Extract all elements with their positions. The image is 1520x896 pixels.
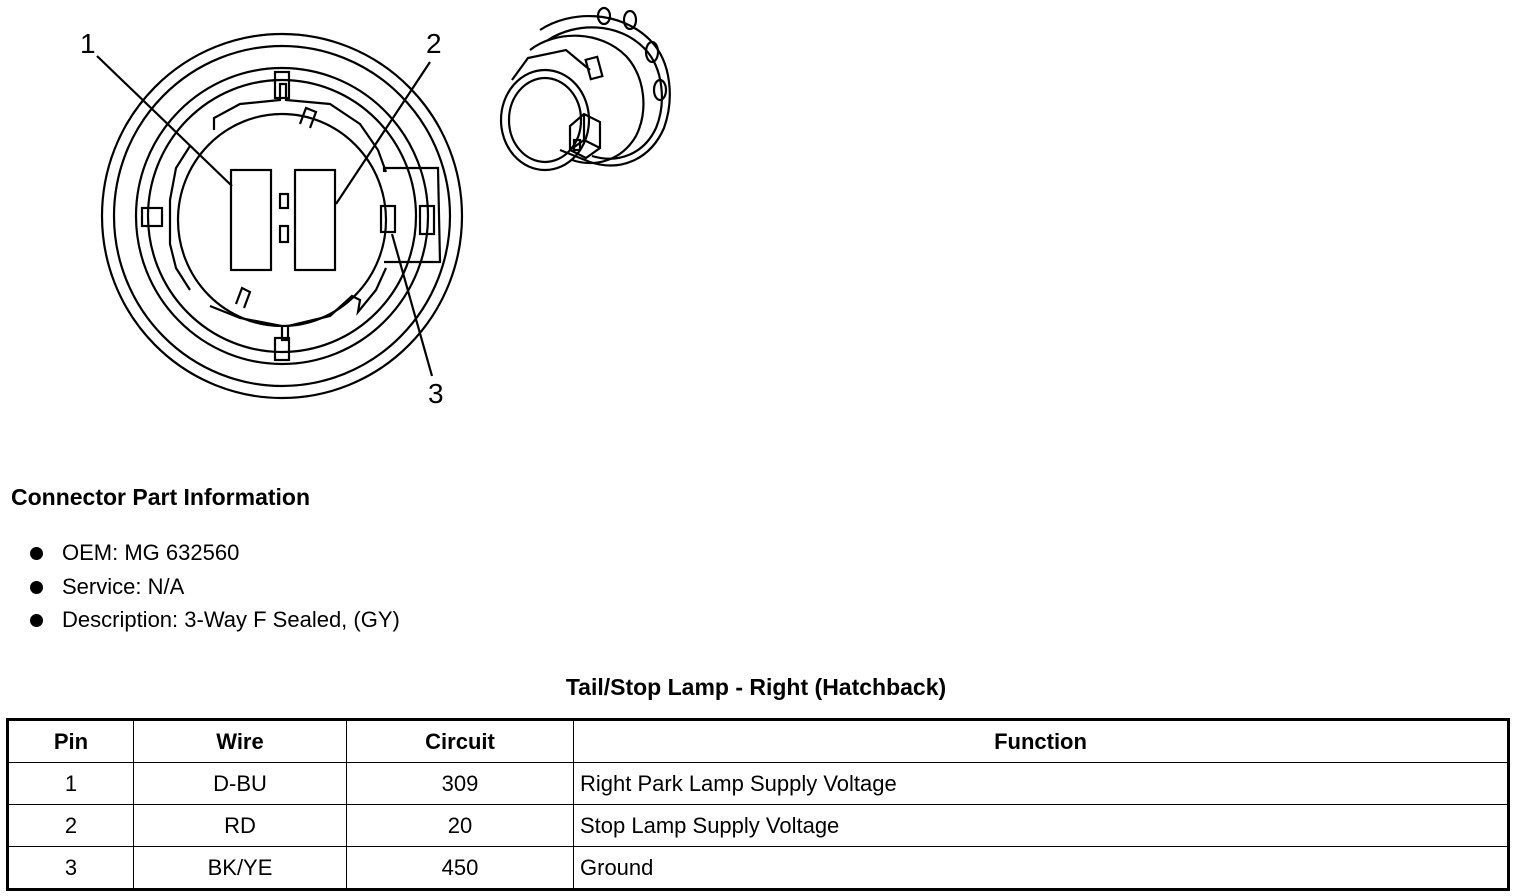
pin-2-terminal <box>295 170 335 270</box>
info-item-service <box>28 570 400 604</box>
info-item-text: Description: 3-Way F Sealed, (GY) <box>62 607 400 632</box>
info-item-text: OEM: MG 632560 <box>62 540 240 565</box>
connector-outer-ring <box>102 34 462 398</box>
connector-isometric-view <box>501 8 670 170</box>
header-circuit: Circuit <box>347 720 574 763</box>
table-row <box>8 805 1509 847</box>
bullet-icon <box>30 614 43 627</box>
cell-circuit: 309 <box>347 763 574 805</box>
callout-3: 3 <box>428 378 444 409</box>
leader-line-2 <box>336 62 430 204</box>
info-item-oem <box>28 536 400 570</box>
bullet-icon <box>30 547 43 560</box>
cell-circuit: 450 <box>347 847 574 890</box>
cell-function: Ground <box>574 847 1509 890</box>
pin-1-terminal <box>231 170 271 270</box>
cell-circuit: 20 <box>347 805 574 847</box>
cell-pin: 1 <box>8 763 134 805</box>
table-header-row <box>8 720 1509 763</box>
table-title: Tail/Stop Lamp - Right (Hatchback) <box>565 674 947 700</box>
pinout-table <box>6 718 1510 891</box>
connector-info-list <box>28 536 400 637</box>
header-pin: Pin <box>8 720 134 763</box>
bullet-icon <box>30 581 43 594</box>
table-row <box>8 847 1509 890</box>
callout-1: 1 <box>80 28 96 59</box>
header-function: Function <box>574 720 1509 763</box>
connector-diagram <box>0 0 700 420</box>
table-row <box>8 763 1509 805</box>
cell-wire: BK/YE <box>134 847 347 890</box>
leader-line-1 <box>97 56 232 186</box>
info-item-description <box>28 603 400 637</box>
header-wire: Wire <box>134 720 347 763</box>
info-item-text: Service: N/A <box>62 573 185 599</box>
callout-2: 2 <box>426 28 442 59</box>
cell-wire: RD <box>134 805 347 847</box>
cell-pin: 2 <box>8 805 134 847</box>
cell-function: Right Park Lamp Supply Voltage <box>574 763 1509 805</box>
cell-function: Stop Lamp Supply Voltage <box>574 805 1509 847</box>
pin-3-terminal <box>381 206 395 232</box>
cell-pin: 3 <box>8 847 134 890</box>
connector-info-heading: Connector Part Information <box>11 484 311 510</box>
cell-wire: D-BU <box>134 763 347 805</box>
connector-inner-bore <box>178 114 386 326</box>
